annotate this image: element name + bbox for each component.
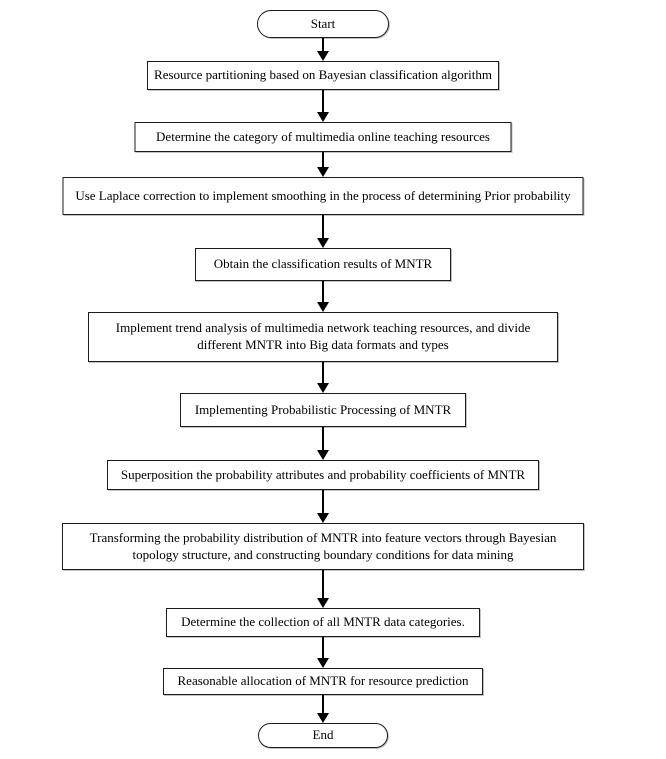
node-label-step-6: Implementing Probabilistic Processing of MNTR: [194, 401, 452, 417]
arrow-line: [322, 427, 324, 450]
flowchart-node-data-categories-collection: [166, 608, 480, 637]
flowchart-node-transform-feature-vectors: [62, 523, 584, 570]
arrowhead-down-icon: [317, 713, 329, 723]
flow-arrow-step3-to-step4: [316, 215, 330, 248]
arrowhead-down-icon: [317, 513, 329, 523]
arrowhead-down-icon: [317, 51, 329, 61]
flow-arrow-start-to-step1: [316, 38, 330, 61]
flowchart-node-classification-results: [195, 248, 451, 281]
arrowhead-down-icon: [317, 598, 329, 608]
arrow-line: [322, 695, 324, 713]
arrowhead-down-icon: [317, 658, 329, 668]
arrow-line: [322, 90, 324, 112]
flowchart-node-start: [257, 10, 389, 38]
flow-arrow-step1-to-step2: [316, 90, 330, 122]
node-label-end: End: [312, 727, 334, 743]
node-label-step-10: Reasonable allocation of MNTR for resource prediction: [177, 673, 469, 689]
node-label-step-8: Transforming the probability distribution of MNTR into feature vectors through Bayesian topology structure, and constructing boundary conditions for data mining: [89, 529, 557, 562]
arrowhead-down-icon: [317, 167, 329, 177]
node-label-start: Start: [310, 15, 336, 31]
flowchart-node-end: [258, 723, 388, 748]
flowchart-node-probabilistic-processing: [180, 393, 466, 427]
arrowhead-down-icon: [317, 238, 329, 248]
arrow-line: [322, 362, 324, 383]
arrowhead-down-icon: [317, 112, 329, 122]
node-label-step-9: Determine the collection of all MNTR data categories.: [181, 614, 465, 630]
arrow-line: [322, 490, 324, 513]
flowchart-node-resource-prediction-allocation: [163, 668, 483, 695]
flowchart-node-laplace-correction: [63, 177, 584, 215]
arrowhead-down-icon: [317, 302, 329, 312]
flow-arrow-step9-to-step10: [316, 637, 330, 668]
flow-arrow-step5-to-step6: [316, 362, 330, 393]
node-label-step-3: Use Laplace correction to implement smoothing in the process of determining Prior probability: [75, 187, 571, 203]
arrowhead-down-icon: [317, 450, 329, 460]
arrow-line: [322, 152, 324, 167]
flow-arrow-step8-to-step9: [316, 570, 330, 608]
arrow-line: [322, 281, 324, 302]
flow-arrow-step2-to-step3: [316, 152, 330, 177]
arrow-line: [322, 637, 324, 658]
flow-arrow-step6-to-step7: [316, 427, 330, 460]
node-label-step-5: Implement trend analysis of multimedia network teaching resources, and divide different MNTR into Big data formats and types: [115, 320, 531, 352]
flowchart-node-determine-category: [135, 122, 512, 152]
flow-arrow-step7-to-step8: [316, 490, 330, 523]
flowchart-node-superposition-probability: [107, 460, 539, 490]
flowchart-node-resource-partitioning: [147, 61, 499, 90]
flowchart-node-trend-analysis: [88, 312, 558, 362]
node-label-step-2: Determine the category of multimedia online teaching resources: [156, 128, 490, 144]
node-label-step-4: Obtain the classification results of MNTR: [213, 256, 433, 272]
arrow-line: [322, 215, 324, 238]
arrow-line: [322, 38, 324, 51]
flow-arrow-step10-to-end: [316, 695, 330, 723]
arrow-line: [322, 570, 324, 598]
flow-arrow-step4-to-step5: [316, 281, 330, 312]
node-label-step-1: Resource partitioning based on Bayesian classification algorithm: [154, 67, 492, 83]
arrowhead-down-icon: [317, 383, 329, 393]
node-label-step-7: Superposition the probability attributes and probability coefficients of MNTR: [120, 466, 526, 482]
